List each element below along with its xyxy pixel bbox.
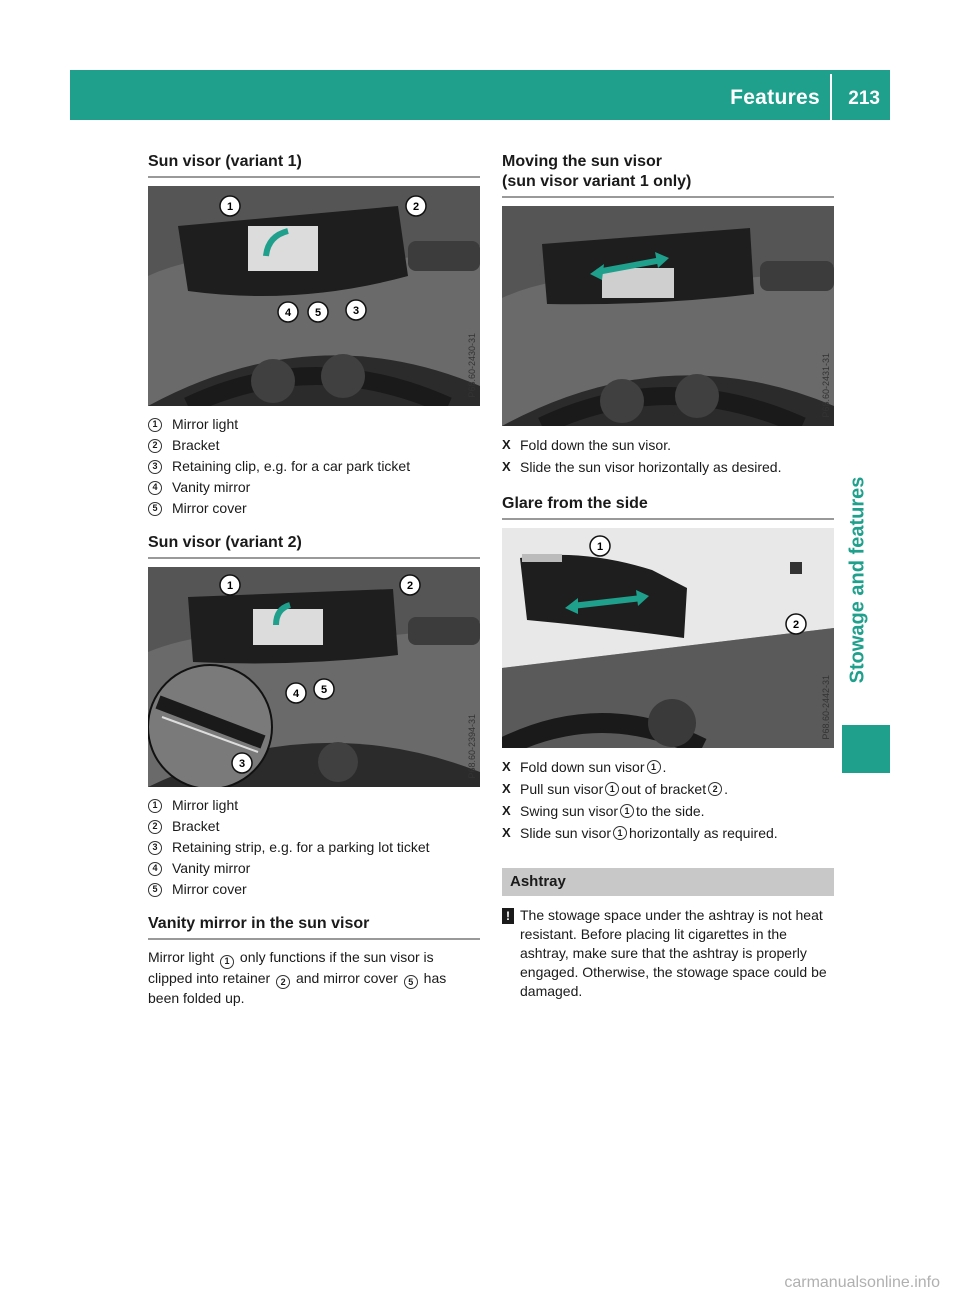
- step-text: .: [662, 759, 667, 775]
- legend-variant-2: [148, 795, 480, 900]
- step-text: .: [724, 781, 728, 797]
- text-run: and mirror cover: [292, 969, 402, 986]
- warning-icon: !: [502, 908, 514, 924]
- step-text: Swing sun visor: [520, 803, 619, 819]
- step-x-icon: X: [502, 803, 511, 818]
- svg-text:4: 4: [284, 307, 292, 319]
- callout-number: 1: [613, 826, 627, 840]
- callout-number: 1: [620, 804, 634, 818]
- step-x-icon: X: [502, 759, 511, 774]
- legend-text: Mirror cover: [172, 881, 247, 897]
- callout-number: 5: [148, 502, 162, 516]
- step-text: Slide the sun visor horizontally as desired.: [520, 459, 782, 475]
- step-item: [502, 822, 834, 844]
- svg-text:2: 2: [412, 201, 420, 213]
- heading-vanity-mirror: Vanity mirror in the sun visor: [148, 914, 480, 940]
- legend-item: [148, 879, 480, 900]
- legend-item: [148, 837, 480, 858]
- side-tab-block: [842, 725, 890, 773]
- svg-text:2: 2: [792, 619, 800, 631]
- figure-code: P68.60-2394-31: [467, 714, 477, 779]
- svg-text:3: 3: [352, 305, 360, 317]
- heading-line: (sun visor variant 1 only): [502, 173, 692, 190]
- callout-number: 5: [404, 975, 418, 989]
- figure-sun-visor-variant-1: [148, 186, 480, 406]
- callout-number: 2: [148, 439, 162, 453]
- heading-sun-visor-variant-2: Sun visor (variant 2): [148, 533, 480, 559]
- right-column: [502, 152, 834, 1001]
- header-divider: [830, 74, 832, 120]
- figure-code: P68.60-2430-31: [467, 333, 477, 398]
- callout-number: 2: [708, 782, 722, 796]
- legend-item: [148, 816, 480, 837]
- step-x-icon: X: [502, 781, 511, 796]
- step-text: horizontally as required.: [629, 825, 778, 841]
- legend-item: [148, 456, 480, 477]
- ashtray-warning: [502, 906, 834, 1001]
- heading-line: Moving the sun visor: [502, 153, 663, 170]
- figure-sun-visor-variant-2: [148, 567, 480, 787]
- steps-glare-from-side: [502, 756, 834, 844]
- svg-text:1: 1: [226, 201, 234, 213]
- ashtray-warning-text: The stowage space under the ashtray is not heat resistant. Before placing lit cigarettes in the ashtray, make sure that the ashtray is properly engaged. Otherwise, the stowage space could be damaged.: [520, 907, 827, 999]
- legend-item: [148, 795, 480, 816]
- step-x-icon: X: [502, 825, 511, 840]
- svg-text:4: 4: [292, 688, 300, 700]
- svg-text:3: 3: [238, 758, 246, 770]
- callout-number: 2: [276, 975, 290, 989]
- watermark: carmanualsonline.info: [784, 1274, 940, 1291]
- legend-item: [148, 498, 480, 519]
- steps-moving-sun-visor: [502, 434, 834, 478]
- callout-number: 4: [148, 481, 162, 495]
- legend-text: Vanity mirror: [172, 860, 251, 876]
- figure-code: P68.60-2431-31: [821, 353, 831, 418]
- heading-sun-visor-variant-1: Sun visor (variant 1): [148, 152, 480, 178]
- heading-moving-sun-visor: [502, 152, 834, 198]
- page-header: [70, 70, 890, 120]
- legend-item: [148, 435, 480, 456]
- svg-text:2: 2: [406, 580, 414, 592]
- heading-ashtray: Ashtray: [502, 868, 834, 896]
- legend-text: Retaining strip, e.g. for a parking lot ticket: [172, 839, 430, 855]
- side-tab-text: Stowage and features: [846, 476, 869, 684]
- legend-variant-1: [148, 414, 480, 519]
- step-text: out of bracket: [621, 781, 707, 797]
- callout-number: 5: [148, 883, 162, 897]
- callout-number: 3: [148, 841, 162, 855]
- vanity-mirror-paragraph: [148, 948, 480, 1008]
- step-text: to the side.: [636, 803, 705, 819]
- step-text: Pull sun visor: [520, 781, 604, 797]
- callout-number: 3: [148, 460, 162, 474]
- figure-code: P68.60-2442-31: [821, 675, 831, 740]
- legend-text: Mirror cover: [172, 500, 247, 516]
- legend-text: Retaining clip, e.g. for a car park ticket: [172, 458, 411, 474]
- step-text: Slide sun visor: [520, 825, 612, 841]
- step-item: [502, 756, 834, 778]
- legend-item: [148, 858, 480, 879]
- left-column: [148, 152, 480, 1008]
- text-run: only functions if the sun visor is clipped into retainer: [148, 949, 434, 986]
- step-x-icon: X: [502, 459, 511, 474]
- svg-text:1: 1: [596, 541, 604, 553]
- svg-text:5: 5: [320, 684, 328, 696]
- step-x-icon: X: [502, 437, 511, 452]
- legend-text: Mirror light: [172, 797, 239, 813]
- figure-moving-sun-visor: [502, 206, 834, 426]
- header-title: Features: [730, 86, 820, 109]
- step-text: Fold down the sun visor.: [520, 437, 671, 453]
- callout-number: 1: [647, 760, 661, 774]
- step-text: Fold down sun visor: [520, 759, 645, 775]
- step-item: [502, 456, 834, 478]
- legend-item: [148, 477, 480, 498]
- step-item: [502, 800, 834, 822]
- figure-glare-from-side: [502, 528, 834, 748]
- legend-text: Vanity mirror: [172, 479, 251, 495]
- page-number: 213: [848, 88, 880, 109]
- callout-number: 1: [148, 799, 162, 813]
- step-item: [502, 434, 834, 456]
- heading-glare-from-side: Glare from the side: [502, 494, 834, 520]
- svg-text:5: 5: [314, 307, 322, 319]
- callout-number: 1: [220, 955, 234, 969]
- svg-text:1: 1: [226, 580, 234, 592]
- step-item: [502, 778, 834, 800]
- text-run: has been folded up.: [148, 969, 447, 1006]
- legend-item: [148, 414, 480, 435]
- text-run: Mirror light: [148, 949, 219, 965]
- side-tab-label: [842, 455, 874, 705]
- callout-number: 1: [605, 782, 619, 796]
- callout-number: 4: [148, 862, 162, 876]
- callout-number: 2: [148, 820, 162, 834]
- callout-number: 1: [148, 418, 162, 432]
- legend-text: Mirror light: [172, 416, 239, 432]
- legend-text: Bracket: [172, 437, 220, 453]
- legend-text: Bracket: [172, 818, 220, 834]
